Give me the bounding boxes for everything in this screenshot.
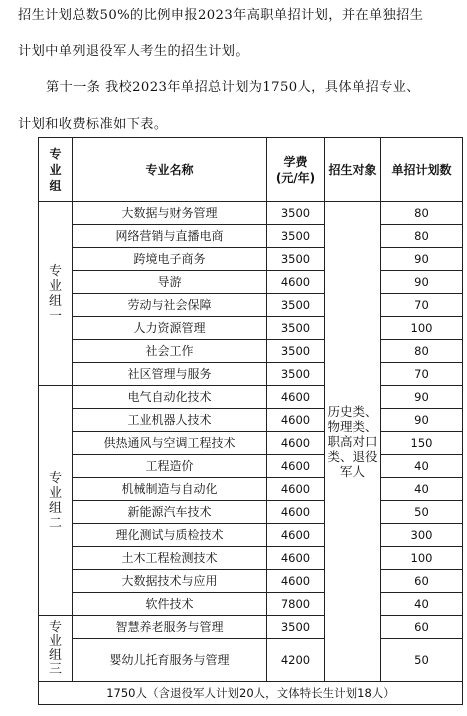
plan-count: 50 — [381, 501, 463, 524]
major-name: 土木工程检测技术 — [73, 547, 267, 570]
major-name: 婴幼儿托育服务与管理 — [73, 639, 267, 682]
enrollment-plan-table — [38, 137, 463, 705]
paragraph-2-line-1: 第十一条 我校2023年单招总计划为1750人，具体单招专业、 — [46, 80, 420, 95]
fee-value: 4600 — [267, 271, 325, 294]
fee-value: 4600 — [267, 409, 325, 432]
plan-count: 100 — [381, 317, 463, 340]
table-row — [39, 547, 463, 570]
table-row — [39, 455, 463, 478]
fee-value: 4600 — [267, 432, 325, 455]
table-header-row — [39, 138, 463, 202]
plan-count: 70 — [381, 294, 463, 317]
table-row — [39, 639, 463, 682]
table-row — [39, 294, 463, 317]
major-name: 大数据与财务管理 — [73, 202, 267, 225]
major-name: 电气自动化技术 — [73, 386, 267, 409]
fee-value: 4600 — [267, 524, 325, 547]
fee-value: 3500 — [267, 248, 325, 271]
major-name: 新能源汽车技术 — [73, 501, 267, 524]
major-name: 劳动与社会保障 — [73, 294, 267, 317]
major-name: 导游 — [73, 271, 267, 294]
fee-value: 3500 — [267, 225, 325, 248]
plan-count: 80 — [381, 202, 463, 225]
paragraph-2-line-2: 计划和收费标准如下表。 — [18, 117, 168, 132]
major-name: 机械制造与自动化 — [73, 478, 267, 501]
total-row — [39, 682, 463, 705]
plan-count: 90 — [381, 386, 463, 409]
plan-count: 60 — [381, 616, 463, 639]
paragraph-1-line-1: 招生计划总数50%的比例申报2023年高职单招计划，并在单独招生 — [18, 8, 424, 23]
fee-value: 4600 — [267, 455, 325, 478]
table-row — [39, 524, 463, 547]
plan-count: 150 — [381, 432, 463, 455]
fee-value: 3500 — [267, 294, 325, 317]
plan-count: 100 — [381, 547, 463, 570]
group-label: 专业组一 — [39, 202, 73, 386]
plan-count: 60 — [381, 570, 463, 593]
plan-count: 90 — [381, 409, 463, 432]
group-label: 专业组三 — [39, 616, 73, 682]
fee-value: 7800 — [267, 593, 325, 616]
header-group: 专业组 — [39, 138, 73, 202]
fee-value: 4600 — [267, 478, 325, 501]
fee-value: 3500 — [267, 202, 325, 225]
major-name: 网络营销与直播电商 — [73, 225, 267, 248]
table-row — [39, 616, 463, 639]
table-row — [39, 593, 463, 616]
plan-count: 90 — [381, 271, 463, 294]
table-row — [39, 386, 463, 409]
fee-value: 3500 — [267, 363, 325, 386]
table-row — [39, 248, 463, 271]
fee-value: 3500 — [267, 340, 325, 363]
table-row — [39, 501, 463, 524]
plan-count: 80 — [381, 340, 463, 363]
major-name: 理化测试与质检技术 — [73, 524, 267, 547]
table-row — [39, 340, 463, 363]
plan-count: 40 — [381, 478, 463, 501]
fee-value: 4200 — [267, 639, 325, 682]
table-row — [39, 363, 463, 386]
header-count: 单招计划数 — [381, 138, 463, 202]
plan-count: 90 — [381, 248, 463, 271]
fee-value: 4600 — [267, 570, 325, 593]
fee-value: 4600 — [267, 501, 325, 524]
major-name: 供热通风与空调工程技术 — [73, 432, 267, 455]
header-fee: 学费(元/年) — [267, 138, 325, 202]
table-row — [39, 409, 463, 432]
major-name: 跨境电子商务 — [73, 248, 267, 271]
fee-value: 4600 — [267, 547, 325, 570]
fee-value: 3500 — [267, 317, 325, 340]
fee-value: 4600 — [267, 386, 325, 409]
major-name: 软件技术 — [73, 593, 267, 616]
group-label: 专业组二 — [39, 386, 73, 616]
total-summary: 1750人（含退役军人计划20人，文体特长生计划18人） — [39, 682, 463, 705]
target-students: 历史类、物理类、职高对口类、退役军人 — [325, 202, 381, 682]
header-target: 招生对象 — [325, 138, 381, 202]
plan-count: 40 — [381, 593, 463, 616]
major-name: 社区管理与服务 — [73, 363, 267, 386]
table-row — [39, 317, 463, 340]
table-row — [39, 478, 463, 501]
table-row — [39, 570, 463, 593]
table-row — [39, 202, 463, 225]
table-row — [39, 271, 463, 294]
major-name: 智慧养老服务与管理 — [73, 616, 267, 639]
fee-value: 3500 — [267, 616, 325, 639]
major-name: 大数据技术与应用 — [73, 570, 267, 593]
plan-count: 80 — [381, 225, 463, 248]
plan-count: 70 — [381, 363, 463, 386]
plan-count: 300 — [381, 524, 463, 547]
major-name: 工程造价 — [73, 455, 267, 478]
table-row — [39, 225, 463, 248]
paragraph-1-line-2: 计划中单列退役军人考生的招生计划。 — [18, 44, 249, 59]
plan-count: 50 — [381, 639, 463, 682]
plan-count: 40 — [381, 455, 463, 478]
major-name: 人力资源管理 — [73, 317, 267, 340]
header-major: 专业名称 — [73, 138, 267, 202]
table-row — [39, 432, 463, 455]
major-name: 社会工作 — [73, 340, 267, 363]
major-name: 工业机器人技术 — [73, 409, 267, 432]
